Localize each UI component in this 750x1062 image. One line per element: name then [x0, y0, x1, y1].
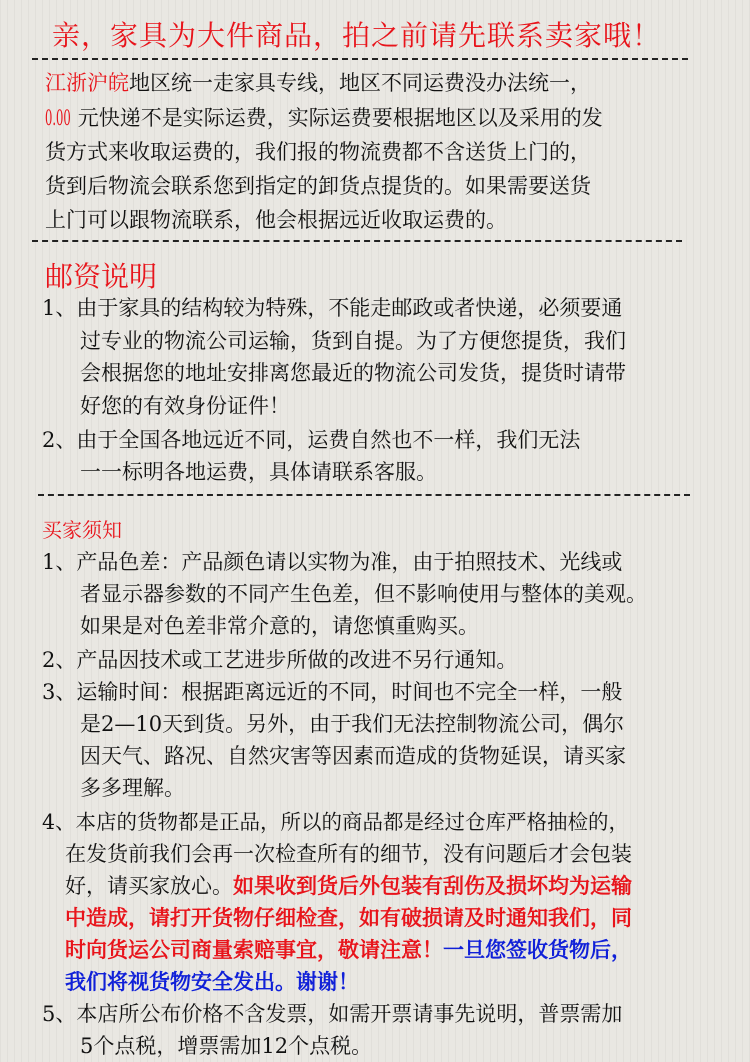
notice-text: 好，请买家放心。 [65, 874, 233, 898]
shipping-line-1 [45, 67, 591, 99]
notice-item-5-line-1: 5、本店所公布价格不含发票，如需开票请事先说明，普票需加 [42, 1002, 623, 1026]
shipping-text: 地区统一走家具专线，地区不同运费没办法统一， [129, 71, 591, 95]
notice-item-5-line-2: 5个点税，增票需加12个点税。 [80, 1034, 373, 1058]
shipping-text: 元快递不是实际运费，实际运费要根据地区以及采用的发 [77, 106, 603, 130]
shipping-line-3: 货方式来收取运费的，我们报的物流费都不含送货上门的， [45, 140, 591, 164]
postage-item-1-line-4: 好您的有效身份证件！ [80, 394, 290, 418]
receipt-notice: 一旦您签收货物后， [443, 937, 632, 962]
notice-item-4-line-4: 中造成，请打开货物仔细检查，如有破损请及时通知我们，同 [65, 905, 632, 930]
buyer-notice-heading: 买家须知 [42, 518, 122, 542]
notice-item-1-line-2: 者显示器参数的不同产生色差，但不影响使用与整体的美观。 [80, 582, 647, 606]
notice-item-4-line-6: 我们将视货物安全发出。谢谢！ [65, 969, 359, 994]
shipping-line-5: 上门可以跟物流联系，他会根据远近收取运费的。 [45, 208, 507, 232]
notice-item-4-line-1: 4、本店的货物都是正品，所以的商品都是经过仓库严格抽检的， [42, 810, 630, 834]
notice-item-2-line-1: 2、产品因技术或工艺进步所做的改进不另行通知。 [42, 648, 518, 672]
price-label: 0.00 [45, 106, 71, 130]
notice-item-1-line-3: 如果是对色差非常介意的，请您慎重购买。 [80, 614, 479, 638]
notice-item-1-line-1: 1、产品色差：产品颜色请以实物为准，由于拍照技术、光线或 [42, 550, 623, 574]
warning-text: 如果收到货后外包装有刮伤及损坏均为运输 [233, 873, 632, 898]
postage-item-1-line-1: 1、由于家具的结构较为特殊，不能走邮政或者快递，必须要通 [42, 296, 623, 320]
notice-item-4-line-3 [65, 870, 632, 902]
region-label: 江浙沪皖 [45, 71, 129, 95]
warning-text: 时向货运公司商量索赔事宜，敬请注意！ [65, 937, 443, 962]
shipping-line-2 [45, 102, 603, 134]
postage-heading: 邮资说明 [45, 260, 158, 293]
page-title: 亲，家具为大件商品，拍之前请先联系卖家哦！ [52, 19, 662, 52]
notice-item-4-line-5 [65, 934, 632, 966]
divider [32, 58, 688, 60]
postage-item-1-line-2: 过专业的物流公司运输，货到自提。为了方便您提货，我们 [80, 329, 626, 353]
shipping-line-4: 货到后物流会联系您到指定的卸货点提货的。如果需要送货 [45, 174, 591, 198]
notice-item-4-line-2: 在发货前我们会再一次检查所有的细节，没有问题后才会包装 [65, 842, 632, 866]
notice-item-3-line-3: 因天气、路况、自然灾害等因素而造成的货物延误，请买家 [80, 744, 626, 768]
divider [38, 494, 690, 496]
divider [32, 240, 682, 242]
postage-item-2-line-1: 2、由于全国各地远近不同，运费自然也不一样，我们无法 [42, 428, 581, 452]
postage-item-2-line-2: 一一标明各地运费，具体请联系客服。 [80, 460, 437, 484]
notice-item-3-line-4: 多多理解。 [80, 776, 185, 800]
notice-item-3-line-1: 3、运输时间：根据距离远近的不同，时间也不完全一样，一般 [42, 680, 623, 704]
postage-item-1-line-3: 会根据您的地址安排离您最近的物流公司发货，提货时请带 [80, 361, 626, 385]
notice-item-3-line-2: 是2—10天到货。另外，由于我们无法控制物流公司，偶尔 [80, 712, 625, 736]
